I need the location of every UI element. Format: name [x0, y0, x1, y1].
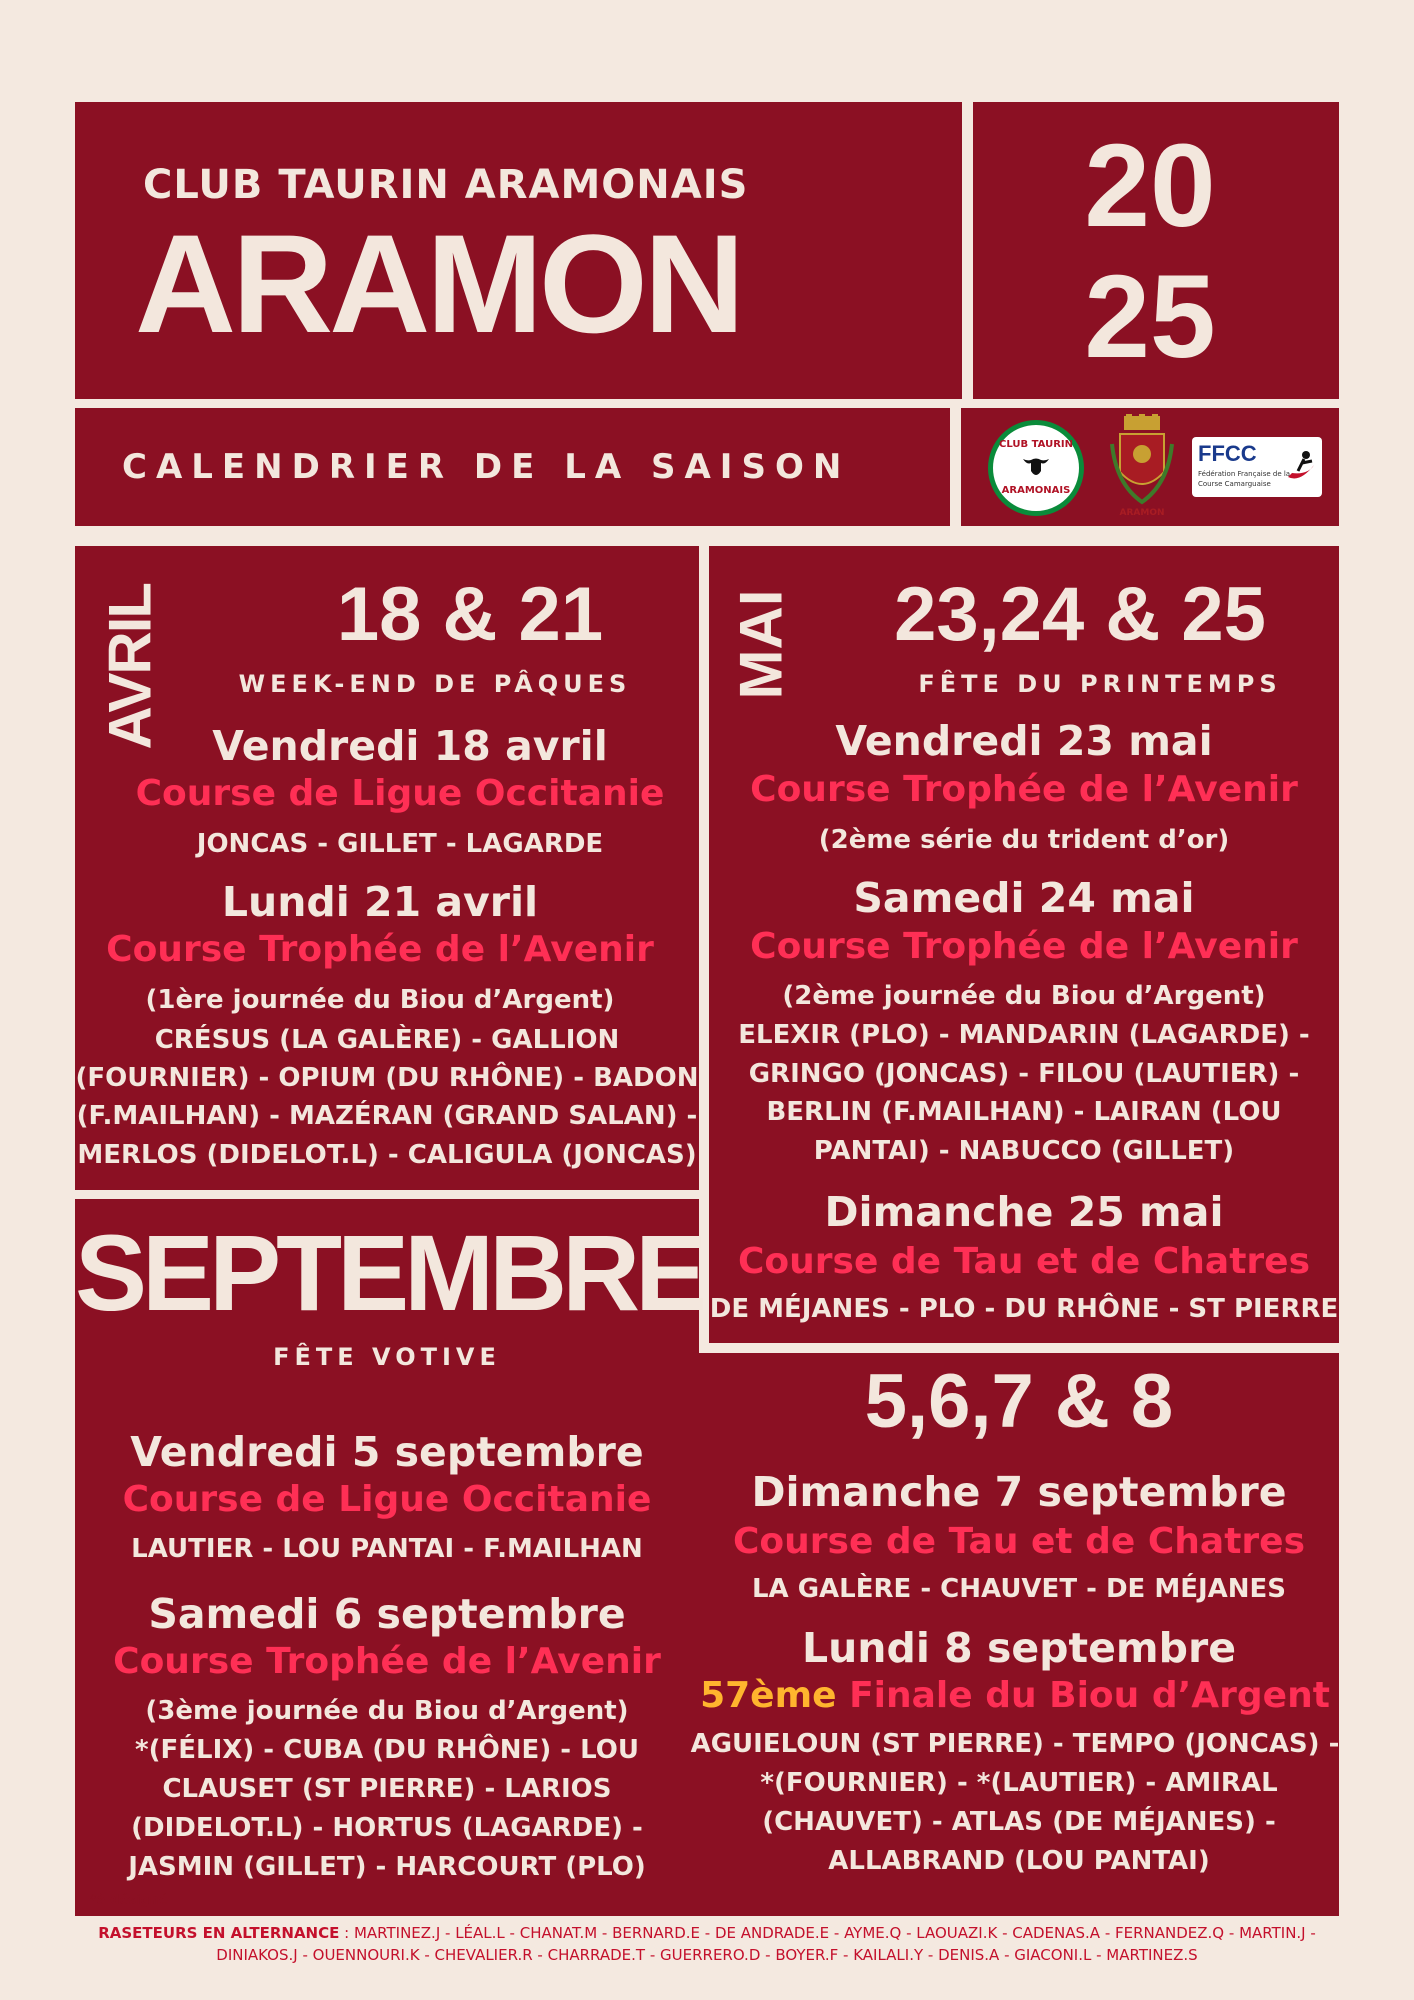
event-course-line	[680, 1674, 1350, 1718]
event-names: PANTAI) - NABUCCO (GILLET)	[813, 1136, 1235, 1166]
septembre-dates: 5,6,7 & 8	[864, 1359, 1174, 1444]
event-day: Dimanche 25 mai	[824, 1188, 1224, 1236]
raseteur-icon	[1284, 447, 1318, 485]
footer-label: RASETEURS EN ALTERNANCE	[98, 1924, 340, 1942]
month-septembre: SEPTEMBRE	[75, 1212, 703, 1333]
month-mai	[714, 560, 814, 700]
club-logo	[988, 420, 1084, 516]
event-names: DE MÉJANES - PLO - DU RHÔNE - ST PIERRE	[709, 1294, 1339, 1324]
event-names: (FOURNIER) - OPIUM (DU RHÔNE) - BADON	[75, 1063, 699, 1093]
year-bottom: 25	[1084, 251, 1216, 383]
event-day: Samedi 6 septembre	[148, 1590, 626, 1638]
event-names: CRÉSUS (LA GALÈRE) - GALLION	[154, 1025, 620, 1055]
event-names: (DIDELOT.L) - HORTUS (LAGARDE) -	[131, 1813, 643, 1843]
event-course: Course Trophée de l’Avenir	[750, 926, 1298, 967]
event-names: JASMIN (GILLET) - HARCOURT (PLO)	[128, 1852, 646, 1882]
avril-theme: WEEK-END DE PÂQUES	[238, 670, 632, 698]
event-course: Course de Ligue Occitanie	[122, 1479, 652, 1520]
event-detail: (2ème série du trident d’or)	[818, 825, 1230, 855]
crest-icon	[1110, 414, 1174, 522]
event-names: MERLOS (DIDELOT.L) - CALIGULA (JONCAS)	[77, 1140, 697, 1170]
event-names: JONCAS - GILLET - LAGARDE	[196, 829, 604, 859]
event-names: *(FOURNIER) - *(LAUTIER) - AMIRAL	[760, 1768, 1278, 1798]
club-name: CLUB TAURIN ARAMONAIS	[143, 162, 749, 208]
event-course: Course de Tau et de Chatres	[732, 1521, 1306, 1562]
event-course: Course de Ligue Occitanie	[135, 773, 665, 814]
event-day: Lundi 21 avril	[221, 878, 539, 926]
event-day: Dimanche 7 septembre	[751, 1468, 1287, 1516]
footer-raseteurs	[0, 1922, 1414, 1966]
event-day: Samedi 24 mai	[853, 874, 1195, 922]
club-logo-text-bottom: ARAMONAIS	[1001, 485, 1071, 496]
event-names: ALLABRAND (LOU PANTAI)	[828, 1846, 1210, 1876]
month-mai-label: MAI	[727, 589, 795, 700]
event-names: GRINGO (JONCAS) - FILOU (LAUTIER) -	[748, 1059, 1300, 1089]
ffcc-logo-text: FFCC	[1198, 441, 1257, 466]
event-day: Vendredi 23 mai	[835, 717, 1213, 765]
event-detail: (2ème journée du Biou d’Argent)	[782, 981, 1266, 1011]
event-day: Lundi 8 septembre	[801, 1624, 1237, 1672]
year-top: 20	[1084, 120, 1216, 252]
crest-caption: ARAMON	[1119, 508, 1165, 518]
event-names: AGUIELOUN (ST PIERRE) - TEMPO (JONCAS) -	[690, 1729, 1340, 1759]
event-names: BERLIN (F.MAILHAN) - LAIRAN (LOU	[766, 1097, 1282, 1127]
town-crest	[1110, 414, 1174, 522]
month-avril-label: AVRIL	[96, 583, 164, 750]
footer-line-1	[0, 1922, 1414, 1944]
avril-dates: 18 & 21	[336, 572, 604, 657]
event-course: Finale du Biou d’Argent	[849, 1675, 1330, 1716]
event-names: (F.MAILHAN) - MAZÉRAN (GRAND SALAN) -	[76, 1101, 698, 1131]
event-names: LA GALÈRE - CHAUVET - DE MÉJANES	[751, 1574, 1287, 1604]
event-names: CLAUSET (ST PIERRE) - LARIOS	[162, 1774, 612, 1804]
bull-icon	[1021, 455, 1051, 481]
event-course: Course de Tau et de Chatres	[737, 1241, 1311, 1282]
event-names: LAUTIER - LOU PANTAI - F.MAILHAN	[131, 1534, 643, 1564]
event-course: Course Trophée de l’Avenir	[106, 929, 654, 970]
septembre-theme: FÊTE VOTIVE	[273, 1343, 501, 1371]
event-names: ELEXIR (PLO) - MANDARIN (LAGARDE) -	[738, 1020, 1310, 1050]
event-course: Course Trophée de l’Avenir	[750, 769, 1298, 810]
event-detail: (3ème journée du Biou d’Argent)	[145, 1696, 629, 1726]
club-logo-text-top: CLUB TAURIN	[999, 439, 1073, 450]
mai-dates: 23,24 & 25	[894, 572, 1266, 657]
header-divider	[962, 102, 973, 399]
footer-names-1: : MARTINEZ.J - LÉAL.L - CHANAT.M - BERNARD.E - DE ANDRADE.E - AYME.Q - LAOUAZI.K - CADENAS.A - FERNANDEZ.Q - MARTIN.J -	[339, 1924, 1316, 1942]
subtitle-divider	[950, 408, 961, 526]
event-course: Course Trophée de l’Avenir	[113, 1641, 661, 1682]
footnote: *à désigné	[90, 1893, 168, 1908]
event-detail: (1ère journée du Biou d’Argent)	[145, 985, 615, 1015]
event-edition: 57ème	[700, 1675, 837, 1716]
subtitle: CALENDRIER DE LA SAISON	[122, 447, 851, 487]
event-names: *(FÉLIX) - CUBA (DU RHÔNE) - LOU	[135, 1735, 639, 1765]
event-day: Vendredi 18 avril	[212, 722, 608, 770]
event-day: Vendredi 5 septembre	[130, 1428, 644, 1476]
page-title: ARAMON	[135, 205, 741, 362]
footer-names-2: DINIAKOS.J - OUENNOURI.K - CHEVALIER.R - CHARRADE.T - GUERRERO.D - BOYER.F - KAILALI.Y - DENIS.A - GIACONI.L - MARTINEZ.S	[216, 1946, 1198, 1964]
ffcc-sub1: Fédération Française de la	[1198, 470, 1291, 478]
event-names: (CHAUVET) - ATLAS (DE MÉJANES) -	[762, 1807, 1276, 1837]
ffcc-sub2: Course Camarguaise	[1198, 480, 1271, 488]
mai-theme: FÊTE DU PRINTEMPS	[918, 670, 1282, 698]
ffcc-logo	[1192, 437, 1322, 497]
